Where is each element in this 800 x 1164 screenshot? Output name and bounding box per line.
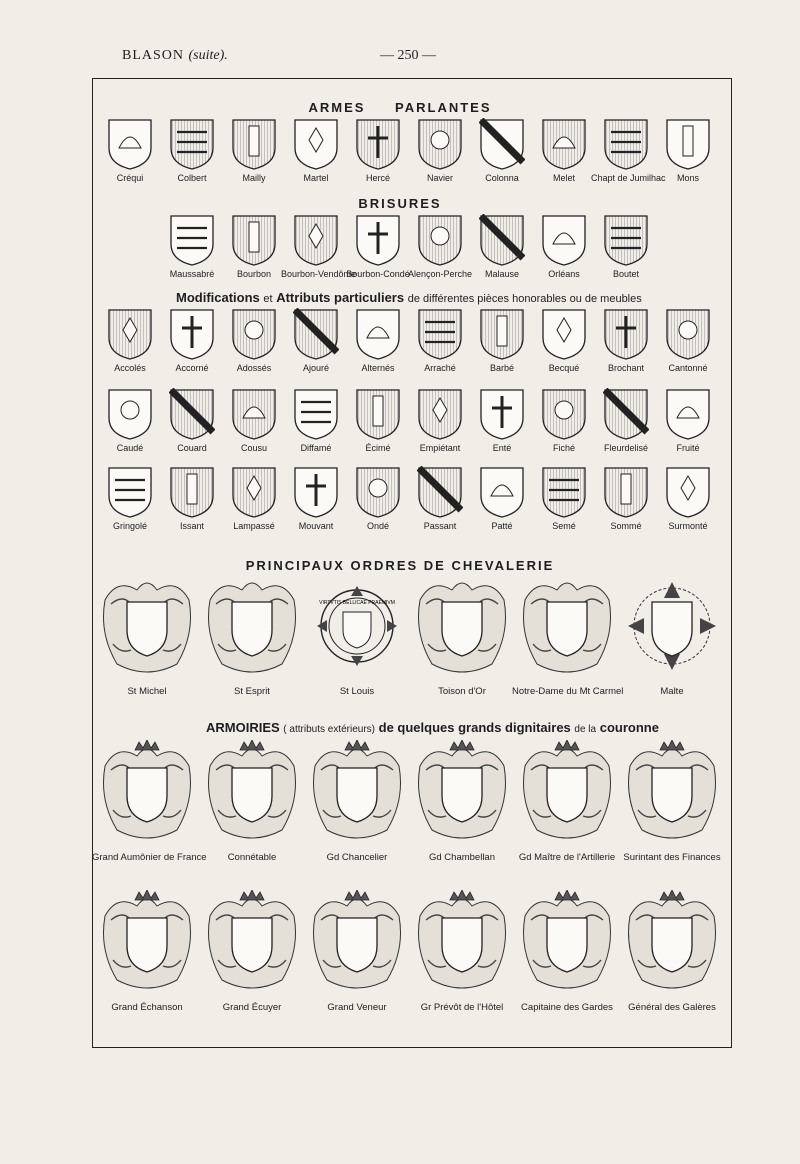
ordre-st-louis: [302, 574, 412, 697]
blazon-caption: Accorné: [175, 363, 209, 373]
shield-icon: [169, 388, 215, 441]
blazon-caption: Ajouré: [302, 363, 329, 373]
shield-icon: [541, 118, 587, 171]
dignitaire-grand-aumonier-de-france: [92, 740, 207, 863]
shield-icon: [355, 214, 401, 267]
blazon-caption: Fruité: [676, 443, 700, 453]
blazon-caude: [95, 388, 165, 453]
shield-icon: [293, 466, 339, 519]
blazon-caption: Adossés: [236, 363, 272, 373]
blazon-caption: Caudé: [116, 443, 144, 453]
shield-icon: [355, 466, 401, 519]
shield-icon: [107, 466, 153, 519]
blazon-caption: Semé: [552, 521, 576, 531]
blazon-caption: Mons: [676, 173, 699, 183]
section-title-ordres: PRINCIPAUX ORDRES DE CHEVALERIE: [245, 558, 555, 573]
blazon-bourbon-conde: [343, 214, 413, 279]
shield-icon: [231, 214, 277, 267]
cartouche-icon: [97, 740, 197, 850]
blazon-patte: [467, 466, 537, 531]
blazon-seme: [529, 466, 599, 531]
blazon-boutet: [591, 214, 661, 279]
blazon-caption: Chapt de Jumilhac: [591, 173, 666, 183]
blazon-fruite: [653, 388, 723, 453]
cartouche-icon: [412, 890, 512, 1000]
blazon-caption: Créqui: [116, 173, 144, 183]
shield-icon: [231, 388, 277, 441]
blazon-caption: Hercé: [365, 173, 390, 183]
blazon-bourbon: [219, 214, 289, 279]
blazon-caption: Couard: [177, 443, 207, 453]
dignitaire-capitaine-des-gardes: [512, 890, 622, 1013]
blazon-martel: [281, 118, 351, 183]
cartouche-caption: Grand Veneur: [327, 1002, 387, 1013]
blazon-colonna: [467, 118, 537, 183]
shield-icon: [293, 388, 339, 441]
blazon-colbert: [157, 118, 227, 183]
blazon-caption: Melet: [552, 173, 575, 183]
cartouche-icon: [412, 574, 512, 684]
shield-icon: [665, 388, 711, 441]
blazon-caption: Écimé: [365, 443, 391, 453]
shield-icon: [479, 118, 525, 171]
cartouche-caption: Grand Écuyer: [222, 1002, 282, 1013]
page-header: [0, 48, 800, 68]
cartouche-caption: Gd Chambellan: [428, 852, 495, 863]
shield-icon: [293, 214, 339, 267]
running-title: BLASON (suite).: [122, 48, 228, 63]
blazon-ente: [467, 388, 537, 453]
cartouche-icon: [517, 740, 617, 850]
shield-icon: [169, 466, 215, 519]
shield-icon: [231, 308, 277, 361]
cartouche-caption: Gd Chancelier: [326, 852, 388, 863]
dignitaire-connetable: [197, 740, 307, 863]
shield-icon: [107, 308, 153, 361]
blazon-mons: [653, 118, 723, 183]
cartouche-caption: St Louis: [339, 686, 375, 697]
shield-icon: [479, 308, 525, 361]
cartouche-caption: Notre-Dame du Mt Carmel: [512, 686, 624, 697]
blazon-caption: Passant: [423, 521, 457, 531]
blazon-issant: [157, 466, 227, 531]
shield-icon: [541, 388, 587, 441]
blazon-caption: Patté: [491, 521, 513, 531]
blazon-diffame: [281, 388, 351, 453]
shield-icon: [479, 388, 525, 441]
shield-icon: [169, 214, 215, 267]
seal-motto: VIRTVTIS BELLICAE PRAEMIVM: [319, 600, 395, 606]
blazon-cantonne: [653, 308, 723, 373]
ordre-malte: [617, 574, 727, 697]
dignitaire-gd-chancelier: [302, 740, 412, 863]
blazon-somme: [591, 466, 661, 531]
blazon-caption: Orléans: [548, 269, 580, 279]
blazon-caption: Diffamé: [300, 443, 332, 453]
cartouche-caption: Gr Prévôt de l'Hôtel: [420, 1002, 504, 1013]
blazon-caption: Boutet: [612, 269, 640, 279]
shield-icon: [541, 214, 587, 267]
blazon-herce: [343, 118, 413, 183]
cartouche-caption: Grand Aumônier de France: [92, 852, 207, 863]
cartouche-icon: [622, 740, 722, 850]
cartouche-icon: [307, 740, 407, 850]
dignitaire-gd-chambellan: [407, 740, 517, 863]
shield-icon: [293, 308, 339, 361]
cartouche-caption: Malte: [660, 686, 684, 697]
blazon-caption: Cousu: [240, 443, 267, 453]
section-title-armoiries: ARMOIRIES ( attributs extérieurs) de quelques grands dignitaires de la couronne: [206, 720, 659, 735]
ordre-st-esprit: [197, 574, 307, 697]
blazon-couard: [157, 388, 227, 453]
blazon-orleans: [529, 214, 599, 279]
blazon-caption: Enté: [492, 443, 512, 453]
blazon-onde: [343, 466, 413, 531]
dignitaire-grand-veneur: [302, 890, 412, 1013]
cartouche-caption: Grand Échanson: [111, 1002, 183, 1013]
shield-icon: [169, 118, 215, 171]
shield-icon: [603, 466, 649, 519]
cartouche-icon: [97, 890, 197, 1000]
cartouche-caption: St Michel: [127, 686, 167, 697]
cartouche-caption: Connétable: [227, 852, 277, 863]
blazon-navier: [405, 118, 475, 183]
shield-icon: [417, 466, 463, 519]
shield-icon: [417, 388, 463, 441]
ordre-notre-dame-du-mt-carmel: [512, 574, 622, 697]
blazon-caption: Malause: [484, 269, 520, 279]
cartouche-caption: Général des Galères: [628, 1002, 716, 1013]
blazon-brochant: [591, 308, 661, 373]
page-number: — 250 —: [380, 48, 436, 63]
cartouche-caption: Surintant des Finances: [623, 852, 721, 863]
blazon-caption: Martel: [303, 173, 329, 183]
shield-icon: [417, 118, 463, 171]
blazon-caption: Surmonté: [668, 521, 708, 531]
blazon-caption: Fiché: [552, 443, 575, 453]
section-title-modifications: Modifications et Attributs particuliers de différentes pièces honorables ou de meubles: [176, 290, 642, 305]
shield-icon: [541, 308, 587, 361]
shield-icon: [169, 308, 215, 361]
blazon-ecime: [343, 388, 413, 453]
blazon-caption: Empiétant: [419, 443, 461, 453]
blazon-caption: Colonna: [485, 173, 519, 183]
shield-icon: [107, 388, 153, 441]
blazon-arrache: [405, 308, 475, 373]
dignitaire-gr-prevot-de-l-hotel: [407, 890, 517, 1013]
shield-icon: [355, 118, 401, 171]
blazon-caption: Alternés: [361, 363, 395, 373]
blazon-caption: Barbé: [489, 363, 515, 373]
shield-icon: [355, 388, 401, 441]
blazon-crequi: [95, 118, 165, 183]
blazon-caption: Becqué: [548, 363, 580, 373]
shield-icon: [293, 118, 339, 171]
blazon-melet: [529, 118, 599, 183]
blazon-accoles: [95, 308, 165, 373]
dignitaire-surintant-des-finances: [617, 740, 727, 863]
blazon-caption: Bourbon-Vendôme: [281, 269, 357, 279]
blazon-adosses: [219, 308, 289, 373]
shield-icon: [417, 214, 463, 267]
cartouche-icon: [97, 574, 197, 684]
blazon-cousu: [219, 388, 289, 453]
cartouche-icon: [622, 890, 722, 1000]
blazon-empietant: [405, 388, 475, 453]
shield-icon: [479, 466, 525, 519]
blazon-caption: Mouvant: [298, 521, 334, 531]
blazon-mouvant: [281, 466, 351, 531]
blazon-caption: Bourbon: [236, 269, 272, 279]
dignitaire-general-des-galeres: [617, 890, 727, 1013]
blazon-caption: Arraché: [424, 363, 456, 373]
cartouche-icon: [202, 574, 302, 684]
blazon-alencon-perche: [405, 214, 475, 279]
cartouche-caption: St Esprit: [234, 686, 270, 697]
dignitaire-gd-maitre-de-l-artillerie: [512, 740, 622, 863]
blazon-caption: Mailly: [242, 173, 266, 183]
cartouche-caption: Toison d'Or: [438, 686, 486, 697]
blazon-caption: Navier: [426, 173, 453, 183]
blazon-lampasse: [219, 466, 289, 531]
cartouche-icon: [517, 574, 617, 684]
ordre-toison-d-or: [407, 574, 517, 697]
shield-icon: [665, 308, 711, 361]
shield-icon: [417, 308, 463, 361]
section-title-armes-parlantes: ARMES PARLANTES: [308, 100, 492, 115]
blazon-malause: [467, 214, 537, 279]
shield-icon: [665, 466, 711, 519]
blazon-ajoure: [281, 308, 351, 373]
blazon-caption: Ondé: [366, 521, 390, 531]
blazon-passant: [405, 466, 475, 531]
blazon-mailly: [219, 118, 289, 183]
blazon-caption: Gringolé: [112, 521, 148, 531]
shield-icon: [603, 388, 649, 441]
blazon-caption: Colbert: [177, 173, 207, 183]
section-title-brisures: BRISURES: [358, 196, 442, 211]
cartouche-icon: [202, 740, 302, 850]
shield-icon: [107, 118, 153, 171]
cartouche-icon: [307, 574, 407, 684]
blazon-barbe: [467, 308, 537, 373]
shield-icon: [603, 214, 649, 267]
shield-icon: [231, 466, 277, 519]
cartouche-caption: Capitaine des Gardes: [521, 1002, 613, 1013]
shield-icon: [603, 308, 649, 361]
cartouche-icon: [202, 890, 302, 1000]
blazon-surmonte: [653, 466, 723, 531]
blazon-alternes: [343, 308, 413, 373]
dignitaire-grand-ecuyer: [197, 890, 307, 1013]
blazon-maussabre: [157, 214, 227, 279]
blazon-accorne: [157, 308, 227, 373]
blazon-caption: Accolés: [114, 363, 146, 373]
shield-icon: [541, 466, 587, 519]
blazon-caption: Brochant: [607, 363, 645, 373]
blazon-bourbon-vendome: [281, 214, 357, 279]
ordre-st-michel: [92, 574, 202, 697]
blazon-gringole: [95, 466, 165, 531]
cartouche-icon: [412, 740, 512, 850]
dignitaire-grand-echanson: [92, 890, 202, 1013]
blazon-caption: Issant: [179, 521, 204, 531]
blazon-fleurdelise: [591, 388, 661, 453]
shield-icon: [479, 214, 525, 267]
cartouche-icon: [517, 890, 617, 1000]
cartouche-icon: [622, 574, 722, 684]
blazon-caption: Cantonné: [668, 363, 708, 373]
blazon-chapt-de-jumilhac: [591, 118, 666, 183]
shield-icon: [231, 118, 277, 171]
shield-icon: [665, 118, 711, 171]
blazon-caption: Fleurdelisé: [603, 443, 649, 453]
cartouche-caption: Gd Maître de l'Artillerie: [518, 852, 616, 863]
blazon-caption: Sommé: [610, 521, 642, 531]
blazon-fiche: [529, 388, 599, 453]
blazon-becque: [529, 308, 599, 373]
blazon-caption: Alençon-Perche: [407, 269, 473, 279]
blazon-caption: Lampassé: [233, 521, 275, 531]
shield-icon: [603, 118, 649, 171]
blazon-caption: Maussabré: [169, 269, 215, 279]
blazon-caption: Bourbon-Condé: [346, 269, 410, 279]
cartouche-icon: [307, 890, 407, 1000]
shield-icon: [355, 308, 401, 361]
